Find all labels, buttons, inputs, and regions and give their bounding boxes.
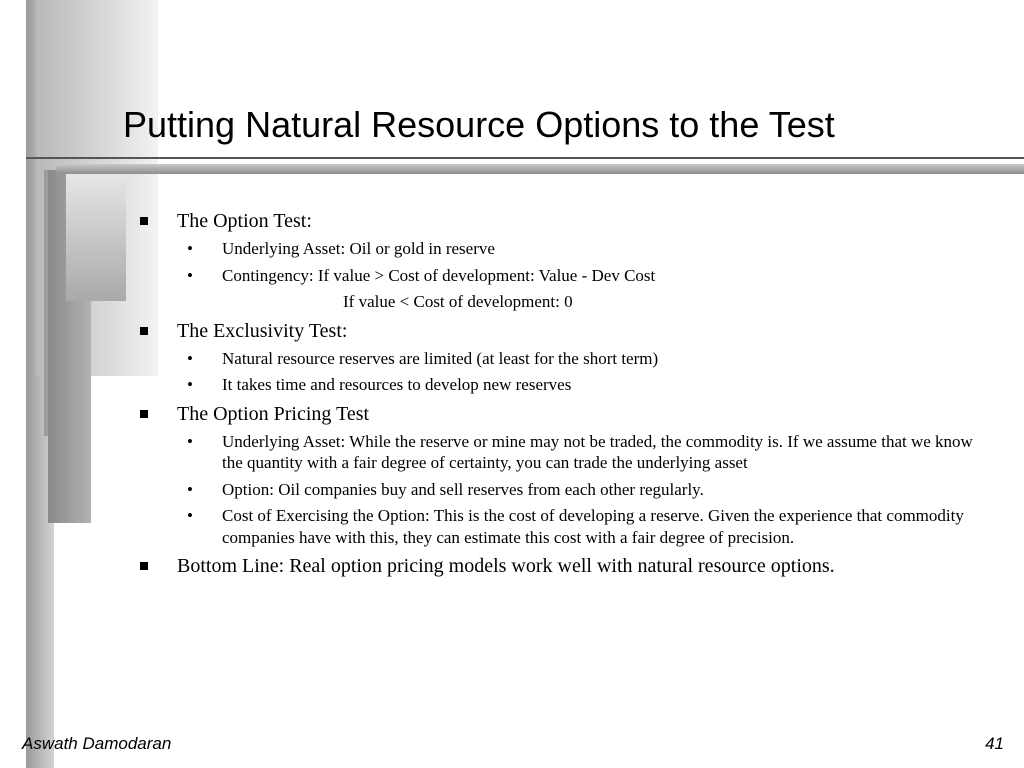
square-bullet-icon bbox=[140, 562, 148, 570]
list-item: • Option: Oil companies buy and sell reserves from each other regularly. bbox=[187, 479, 704, 499]
section-heading: The Option Test: bbox=[138, 209, 984, 233]
dot-bullet-icon: • bbox=[187, 431, 193, 451]
section-heading: The Exclusivity Test: bbox=[138, 319, 984, 343]
list-item: • Cost of Exercising the Option: This is the cost of developing a reserve. Given the experience that commodity companies have with this, they can estimate this cost with a fair degree of precision. bbox=[187, 506, 964, 547]
dot-bullet-icon: • bbox=[187, 265, 193, 285]
footer-author: Aswath Damodaran bbox=[22, 734, 172, 753]
list-item: • Natural resource reserves are limited (at least for the short term) bbox=[187, 348, 659, 368]
decorative-bar bbox=[66, 170, 126, 301]
slide-body bbox=[138, 209, 984, 578]
list-item-continuation: If value < Cost of development: 0 bbox=[343, 292, 573, 311]
section-heading: Bottom Line: Real option pricing models work well with natural resource options. bbox=[138, 554, 984, 578]
title-divider-thin bbox=[26, 157, 1024, 159]
dot-bullet-icon: • bbox=[187, 239, 193, 258]
square-bullet-icon bbox=[140, 217, 148, 225]
slide-title: Putting Natural Resource Options to the Test bbox=[123, 104, 835, 145]
dot-bullet-icon: • bbox=[187, 479, 193, 499]
section-heading: The Option Pricing Test bbox=[138, 402, 984, 426]
list-item: • Underlying Asset: While the reserve or mine may not be traded, the commodity is. If we assume that we know the quantity with a fair degree of certainty, you can trade the underlying asset bbox=[187, 431, 973, 472]
page-number: 41 bbox=[985, 734, 1004, 753]
dot-bullet-icon: • bbox=[187, 506, 193, 525]
list-item: • Underlying Asset: Oil or gold in reserve bbox=[187, 239, 495, 258]
list-item: • It takes time and resources to develop new reserves bbox=[187, 375, 572, 394]
list-item: • Contingency: If value > Cost of development: Value - Dev Cost bbox=[187, 265, 656, 285]
square-bullet-icon bbox=[140, 410, 148, 418]
title-divider-thick bbox=[56, 164, 1024, 174]
dot-bullet-icon: • bbox=[187, 375, 193, 394]
square-bullet-icon bbox=[140, 327, 148, 335]
dot-bullet-icon: • bbox=[187, 348, 193, 368]
